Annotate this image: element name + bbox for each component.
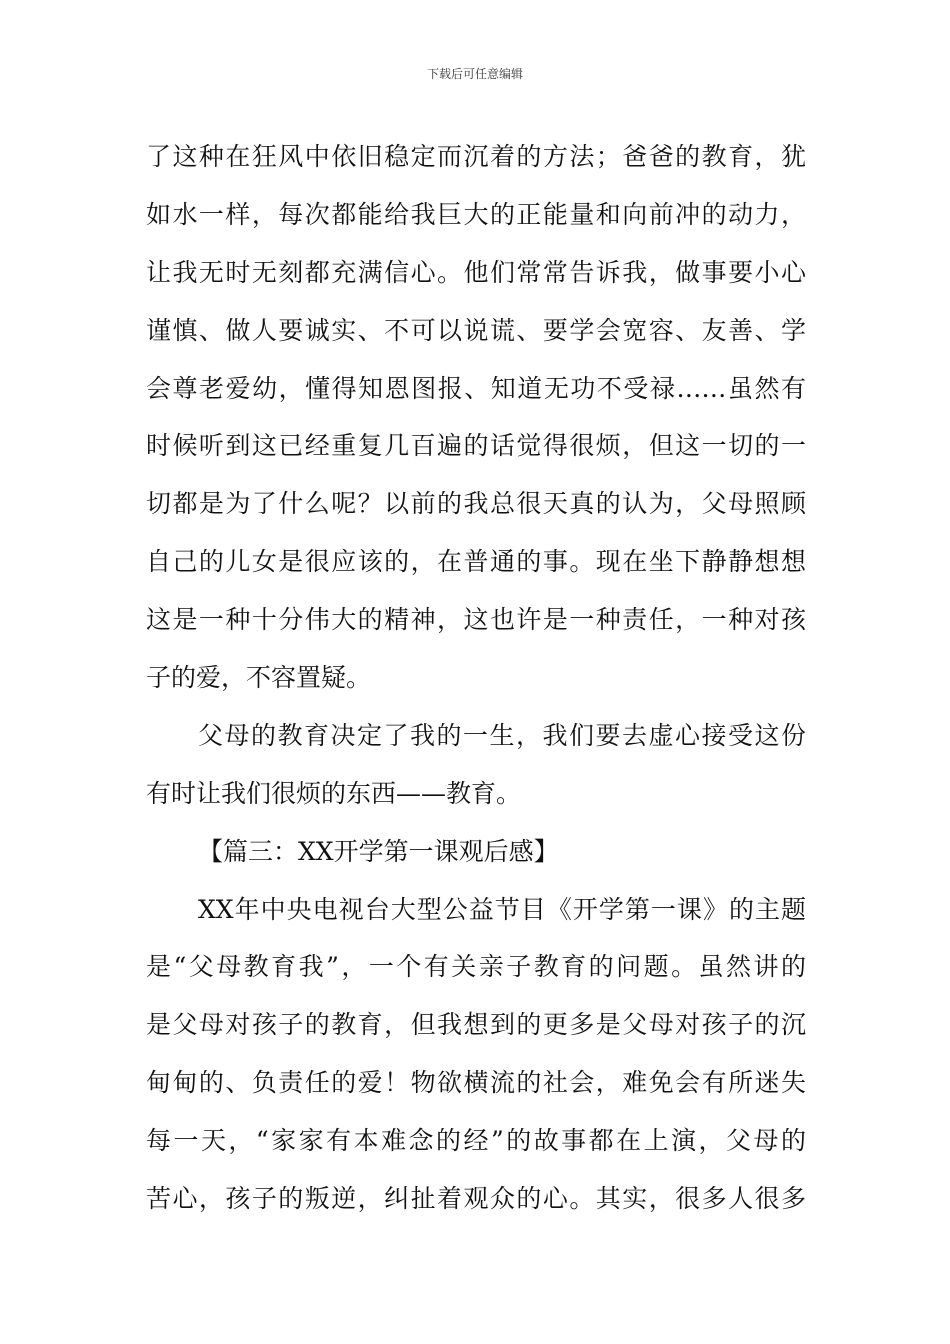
- page-header: 下载后可任意编辑: [426, 67, 523, 81]
- text-line: 了这种在狂风中依旧稳定而沉着的方法；爸爸的教育，犹: [146, 142, 806, 171]
- text-line: 是“父母教育我”，一个有关亲子教育的问题。虽然讲的: [146, 952, 806, 982]
- text-line: 每一天，“家家有本难念的经”的故事都在上演，父母的: [146, 1126, 806, 1156]
- section-heading: 【篇三：XX开学第一课观后感】: [198, 836, 559, 866]
- text-line: 时候听到这已经重复几百遍的话觉得很烦，但这一切的一: [146, 431, 806, 461]
- text-line: 父母的教育决定了我的一生，我们要去虚心接受这份: [198, 720, 806, 750]
- text-line: 让我无时无刻都充满信心。他们常常告诉我，做事要小心: [146, 257, 806, 287]
- text-line: 苦心，孩子的叛逆，纠扯着观众的心。其实，很多人很多: [146, 1184, 806, 1214]
- text-line: 自己的儿女是很应该的，在普通的事。现在坐下静静想想: [146, 547, 806, 577]
- text-line: 这是一种十分伟大的精神，这也许是一种责任，一种对孩: [146, 605, 806, 635]
- text-line: 谨慎、做人要诚实、不可以说谎、要学会宽容、友善、学: [146, 315, 806, 345]
- text-line: XX年中央电视台大型公益节目《开学第一课》的主题: [198, 894, 806, 924]
- text-line: 甸甸的、负责任的爱！物欲横流的社会，难免会有所迷失: [146, 1068, 806, 1098]
- text-line: 是父母对孩子的教育，但我想到的更多是父母对孩子的沉: [146, 1010, 806, 1040]
- text-line: 切都是为了什么呢？以前的我总很天真的认为，父母照顾: [146, 489, 806, 519]
- text-line: 如水一样，每次都能给我巨大的正能量和向前冲的动力，: [146, 199, 806, 229]
- text-line: 有时让我们很烦的东西——教育。: [146, 778, 522, 808]
- body-text: [146, 128, 806, 1228]
- text-line: 子的爱，不容置疑。: [146, 663, 372, 693]
- text-line: 会尊老爱幼，懂得知恩图报、知道无功不受禄……虽然有: [146, 373, 806, 403]
